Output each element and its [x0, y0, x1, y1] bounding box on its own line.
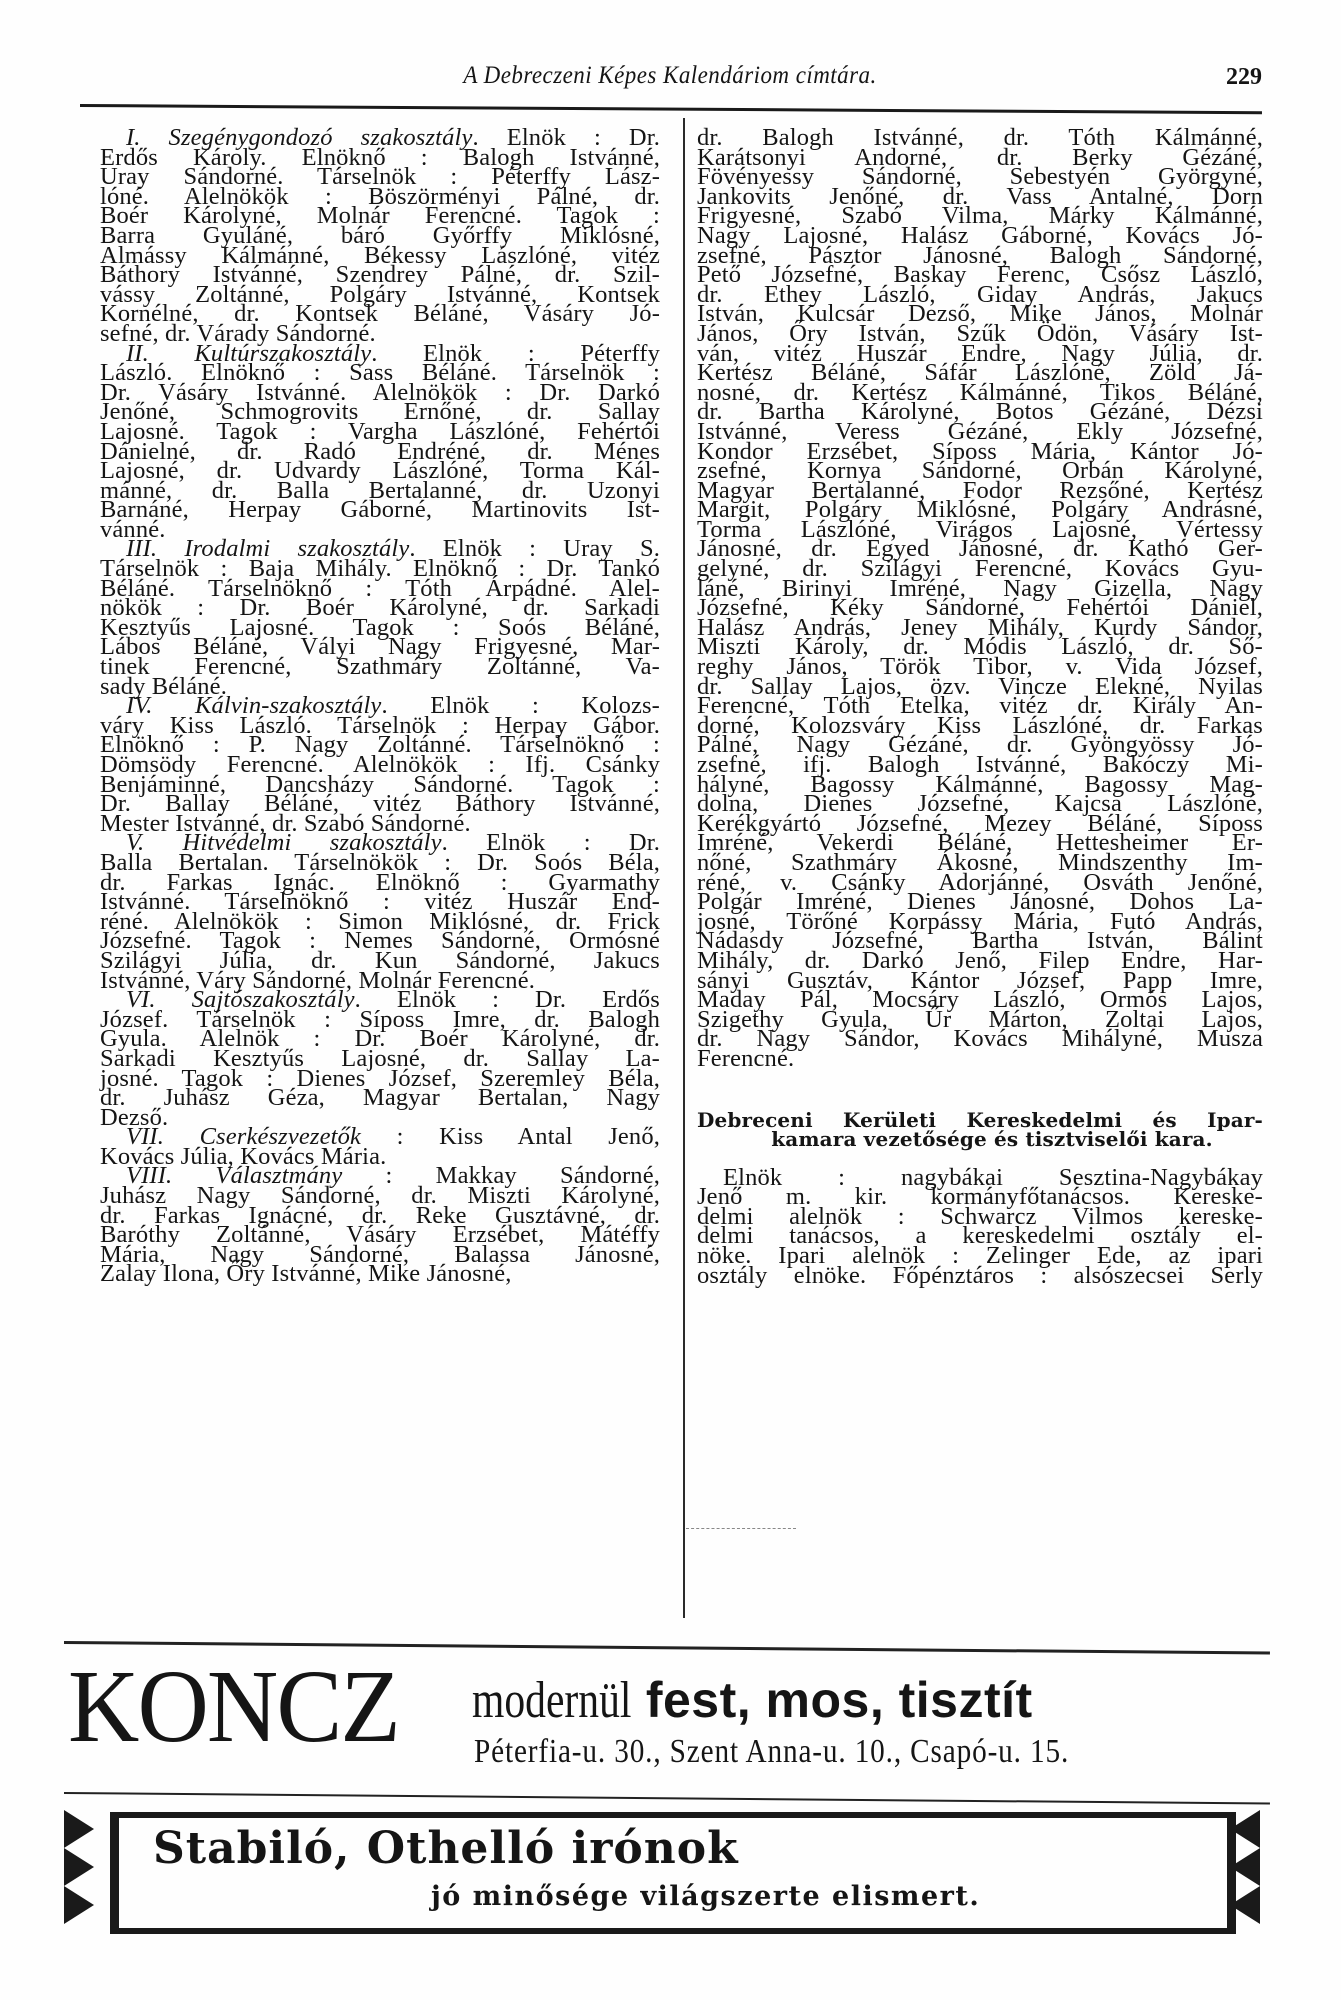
ad-stabilo	[64, 1806, 1274, 1936]
member-list-line: dr. Balogh Istvánné, dr. Tóth Kálmánné,	[697, 124, 1263, 151]
section-text-line: Mester Istvánné, dr. Szabó Sándorné.	[100, 809, 471, 837]
section-text-line: dr. Farkas Ignácné, dr. Reke Gusztávné, dr.	[100, 1201, 660, 1229]
section-text-line: Boér Károlyné, Molnár Ferencné. Tagok :	[100, 202, 660, 230]
section-text-line: Kesztyűs Lajosné. Tagok : Soós Béláné,	[100, 613, 660, 641]
member-list-line: dr. Nagy Sándor, Kovács Mihályné, Musza	[697, 1025, 1263, 1053]
section-text-line: Mária, Nagy Sándorné, Balassa Jánosné,	[100, 1240, 660, 1268]
section-text-line: Istvánné, Váry Sándorné, Molnár Ferencné.	[100, 966, 535, 994]
ad-koncz-slogan	[472, 1670, 1033, 1731]
member-list-line: Maday Pál, Mocsáry László, Ormós Lajos,	[697, 986, 1263, 1014]
member-list-line: nosné, dr. Kertész Kálmánné, Tikos Béláné,	[697, 378, 1263, 406]
member-list-line: Jankovits Jenőné, dr. Vass Antalné, Dorn	[697, 182, 1263, 210]
member-list-line: Nádasdy Józsefné, Bartha István, Bálint	[697, 927, 1263, 955]
member-list-line: Imréné, Vekerdi Béláné, Hettesheimer Er-	[697, 829, 1263, 857]
member-list-line: dolna, Dienes Józsefné, Kajcsa Lászlóné,	[697, 790, 1263, 818]
section-text-line: Kovács Júlia, Kovács Mária.	[100, 1142, 387, 1170]
chamber-text-line: Jenő m. kir. kormányfőtanácsos. Kereske-	[697, 1183, 1263, 1211]
section-text-line: Gyula. Alelnök : Dr. Boér Károlyné, dr.	[100, 1025, 660, 1053]
section-text-line: Uray Sándorné. Társelnök : Péterffy Lász-	[100, 163, 660, 191]
decorative-triangles-left-icon	[64, 1810, 98, 1926]
section-text-line: Istvánné. Társelnöknő : vitéz Huszár End-	[100, 888, 660, 916]
section-text-line: Elnöknő : P. Nagy Zoltánné. Társelnöknő :	[100, 731, 660, 759]
section-heading-rest: . Elnök : Dr.	[441, 829, 660, 857]
section-title: II. Kultúrszakosztály	[126, 339, 372, 367]
chamber-text-line: nöke. Ipari alelnök : Zelinger Ede, az ipari	[697, 1242, 1263, 1270]
section-text-line: Dánielné, dr. Radó Endréné, dr. Ménes	[100, 437, 660, 465]
section-text-line: mánné, dr. Balla Bertalanné, dr. Uzonyi	[100, 476, 660, 504]
section-title: V. Hitvédelmi szakosztály	[126, 829, 442, 857]
section-text-line: dr. Farkas Ignác. Elnöknő : Gyarmathy	[100, 868, 660, 896]
member-list-line: reghy János, Török Tibor, v. Vida József,	[697, 653, 1263, 681]
member-list-line: Kerékgyártó Józsefné, Mezey Béláné, Síposs	[697, 809, 1263, 837]
section-text-line: réné. Alelnökök : Simon Miklósné, dr. Frick	[100, 907, 660, 935]
member-list-continuation	[697, 124, 1263, 1072]
member-list-line: ván, vitéz Huszár Endre, Nagy Júlia, dr.	[697, 339, 1263, 367]
section-text-line: sady Béláné.	[100, 672, 227, 700]
decorative-triangles-right-icon	[1226, 1810, 1260, 1926]
member-list-line: Pálné, Nagy Gézáné, dr. Gyöngyössy Jó-	[697, 731, 1263, 759]
header-rule	[80, 104, 1262, 114]
section-title: VII. Cserkészvezetők	[126, 1123, 362, 1151]
section-text-line: Dezső.	[100, 1103, 169, 1131]
section-text-line: Szilágyi Júlia, dr. Kun Sándorné, Jakucs	[100, 946, 660, 974]
left-column	[100, 124, 660, 1288]
member-list-line: Istvánné, Veress Gézáné, Ekly Józsefné,	[697, 417, 1263, 445]
dashed-rule	[686, 1528, 796, 1530]
chamber-text-line: Elnök : nagybákai Sesztina-Nagybákay	[723, 1163, 1263, 1191]
section-text-line: Barnáné, Herpay Gáborné, Martinovits Ist-	[100, 496, 660, 524]
member-list-line: zsefné, Kornya Sándorné, Orbán Károlyné,	[697, 457, 1263, 485]
member-list-line: nőné, Szathmáry Ákosné, Mindszenthy Im-	[697, 848, 1263, 876]
ad-koncz-addresses: Péterfia-u. 30., Szent Anna-u. 10., Csapó-u. 15.	[474, 1733, 1070, 1770]
ad-koncz-brand: KONCZ	[68, 1649, 399, 1764]
member-list-line: Karátsonyi Andorné, dr. Berky Gézáné,	[697, 143, 1263, 171]
section-text-line: Józsefné. Tagok : Nemes Sándorné, Ormósné	[100, 927, 660, 955]
ad-koncz	[64, 1649, 1274, 1778]
ad-separator-rule	[64, 1792, 1270, 1805]
member-list-line: István, Kulcsár Dezső, Mike János, Molnár	[697, 300, 1263, 328]
member-list-line: gelyné, dr. Szilágyi Ferencné, Kovács Gyu-	[697, 555, 1263, 583]
section-text-line: Baróthy Zoltánné, Vásáry Erzsébet, Mátéffy	[100, 1221, 660, 1249]
section-text-line: Báthory Istvánné, Szendrey Pálné, dr. Szil-	[100, 261, 660, 289]
section-text-line: Lajosné, dr. Udvardy Lászlóné, Torma Kál-	[100, 457, 660, 485]
spacer	[697, 1069, 1263, 1109]
member-list-line: Frigyesné, Szabó Vilma, Márky Kálmánné,	[697, 202, 1263, 230]
ad-koncz-slogan-plain: modernül	[472, 1672, 632, 1729]
section-title: VIII. Választmány	[126, 1162, 343, 1190]
ad-stabilo-frame	[110, 1812, 1236, 1934]
section-text-line: Lajosné. Tagok : Vargha Lászlóné, Fehértói	[100, 417, 660, 445]
member-list-line: Mihály, dr. Darkó Jenő, Filep Endre, Har-	[697, 946, 1263, 974]
section-text-line: Dr. Vásáry Istvánné. Alelnökök : Dr. Darkó	[100, 378, 660, 406]
member-list-line: Kertész Béláné, Sáfár Lászlóné, Zöld Já-	[697, 359, 1263, 387]
chamber-heading-line-1: Debreceni Kerületi Kereskedelmi és Ipar-	[697, 1107, 1263, 1132]
member-list-line: zsefné, Pásztor Jánosné, Balogh Sándorné,	[697, 241, 1263, 269]
section-text-line: tinek Ferencné, Szathmáry Zoltánné, Va-	[100, 653, 660, 681]
member-list-line: János, Őry István, Szűk Ödön, Vásáry Ist-	[697, 319, 1263, 347]
section-text-line: Juhász Nagy Sándorné, dr. Miszti Károlyné,	[100, 1182, 660, 1210]
section-heading-rest: . Elnök : Dr. Erdős	[354, 986, 660, 1014]
section-text-line: Jenőné, Schmogrovits Ernőné, dr. Sallay	[100, 398, 660, 426]
member-list-line: Fövényessy Sándorné, Sebestyén Györgyné,	[697, 163, 1263, 191]
section-text-line: sefné, dr. Várady Sándorné.	[100, 319, 376, 347]
section-text-line: Dömsödy Ferencné. Alelnökök : Ifj. Csánky	[100, 751, 660, 778]
member-list-line: Ferencné, Tóth Etelka, vitéz dr. Király An-	[697, 692, 1263, 720]
member-list-line: Torma Lászlóné, Virágos Lajosné, Vértessy	[697, 515, 1263, 543]
chamber-body	[697, 1163, 1263, 1289]
member-list-line: dorné, Kolozsváry Kiss Lászlóné, dr. Farkas	[697, 711, 1263, 739]
chamber-text-line: osztály elnöke. Főpénztáros : alsószecsei Serly	[697, 1261, 1263, 1289]
section-text-line: Zalay Ilona, Őry Istvánné, Mike Jánosné,	[100, 1260, 512, 1288]
section-heading-rest: . Elnök : Péterffy	[371, 339, 660, 367]
ad-stabilo-headline: Stabiló, Othelló irónok	[153, 1823, 739, 1874]
member-list-line: Jánosné, dr. Egyed Jánosné, dr. Kathó Ger-	[697, 535, 1263, 563]
section-text-line: Erdős Károly. Elnöknő : Balogh Istvánné,	[100, 143, 660, 171]
section-text-line: dr. Juhász Géza, Magyar Bertalan, Nagy	[100, 1084, 660, 1112]
page-number: 229	[1226, 64, 1262, 90]
section-text-line: Béláné. Társelnöknő : Tóth Árpádné. Alel-	[100, 574, 660, 602]
chamber-heading	[697, 1107, 1263, 1152]
member-list-line: Pető Józsefné, Baskay Ferenc, Csősz László,	[697, 261, 1263, 289]
section-text-line: József. Társelnök : Síposs Imre, dr. Balogh	[100, 1005, 660, 1033]
section-text-line: nökök : Dr. Boér Károlyné, dr. Sarkadi	[100, 594, 660, 622]
member-list-line: Nagy Lajosné, Halász Gáborné, Kovács Jó-	[697, 221, 1263, 249]
section-title: VI. Sajtószakosztály	[126, 986, 355, 1014]
section-heading-rest: : Makkay Sándorné,	[342, 1162, 660, 1190]
member-list-line: láné, Birinyi Imréné, Nagy Gizella, Nagy	[697, 574, 1263, 602]
section-text-line: váry Kiss László. Társelnök : Herpay Gábor.	[100, 711, 660, 739]
section-heading-rest: : Kiss Antal Jenő,	[361, 1123, 660, 1151]
section-text-line: josné. Tagok : Dienes József, Szeremley Béla,	[100, 1064, 660, 1092]
section-text-line: Lábos Béláné, Vályi Nagy Frigyesné, Mar-	[100, 633, 660, 661]
member-list-line: dr. Ethey László, Giday András, Jakucs	[697, 280, 1263, 308]
section-text-line: Társelnök : Baja Mihály. Elnöknő : Dr. Tankó	[100, 555, 660, 583]
member-list-line: josné, Törőné Korpássy Mária, Futó András,	[697, 907, 1263, 935]
member-list-line: sányi Gusztáv, Kántor József, Papp Imre,	[697, 966, 1263, 994]
section-text-line: Dr. Ballay Béláné, vitéz Báthory Istvánné,	[100, 790, 660, 818]
right-column	[697, 124, 1263, 1289]
section-heading-rest: . Elnök : Dr.	[472, 124, 660, 151]
member-list-line: hályné, Bagossy Kálmánné, Bagossy Mag-	[697, 770, 1263, 798]
section-text-line: Barra Gyuláné, báró Győrffy Miklósné,	[100, 221, 660, 249]
section-title: IV. Kálvin-szakosztály	[126, 692, 382, 720]
running-header	[80, 62, 1260, 98]
member-list-line: Ferencné.	[697, 1044, 795, 1072]
member-list-line: Kondor Erzsébet, Síposs Mária, Kántor Jó-	[697, 437, 1263, 465]
member-list-line: Magyar Bertalanné, Fodor Rezsőné, Kertész	[697, 476, 1263, 504]
section-text-line: Kornélné, dr. Kontsek Béláné, Vásáry Jó-	[100, 300, 660, 328]
section-text-line: vánné.	[100, 515, 166, 543]
section-text-line: Sarkadi Kesztyűs Lajosné, dr. Sallay La-	[100, 1044, 660, 1072]
member-list-line: dr. Bartha Károlyné, Botos Gézáné, Dézsi	[697, 398, 1263, 426]
section-title: I. Szegénygondozó szakosztály	[126, 124, 473, 151]
section-heading-rest: . Elnök : Uray S.	[409, 535, 660, 563]
section-title: III. Irodalmi szakosztály	[126, 535, 410, 563]
section-text-line: Almássy Kálmánné, Békessy Lászlóné, vitéz	[100, 241, 660, 269]
ad-koncz-slogan-bold: fest, mos, tisztít	[645, 1672, 1033, 1728]
running-title: A Debreczeni Képes Kalendáriom címtára.	[463, 62, 877, 89]
member-list-line: Polgár Imréné, Dienes Jánosné, Dohos La-	[697, 888, 1263, 916]
section-text-line: László. Elnöknő : Sass Béláné. Társelnök :	[100, 359, 660, 387]
ad-stabilo-subline: jó minősége világszerte elismert.	[431, 1881, 981, 1912]
section-heading-rest: . Elnök : Kolozs-	[381, 692, 660, 720]
column-divider	[683, 118, 685, 1618]
section-text-line: lóné. Alelnökök : Böszörményi Pálné, dr.	[100, 182, 660, 210]
section-text-line: vássy Zoltánné, Polgáry Istvánné, Kontsek	[100, 280, 660, 308]
member-list-line: Szigethy Gyula, Űr Márton, Zoltai Lajos,	[697, 1005, 1263, 1033]
member-list-line: Margit, Polgáry Miklósné, Polgáry Andrásné,	[697, 496, 1263, 524]
chamber-heading-line-2: kamara vezetősége és tisztviselői kara.	[771, 1127, 1213, 1152]
member-list-line: dr. Sallay Lajos, özv. Vincze Elekné, Nyilas	[697, 672, 1263, 700]
section-text-line: Benjáminné, Dancsházy Sándorné. Tagok :	[100, 770, 660, 798]
member-list-line: Miszti Károly, dr. Módis László, dr. Ső-	[697, 633, 1263, 661]
member-list-line: Halász András, Jeney Mihály, Kurdy Sándor,	[697, 613, 1263, 641]
section-text-line: Balla Bertalan. Társelnökök : Dr. Soós Béla,	[100, 848, 660, 876]
chamber-text-line: delmi alelnök : Schwarcz Vilmos kereske-	[697, 1202, 1263, 1230]
member-list-line: zsefné, ifj. Balogh Istvánné, Bakóczy Mi-	[697, 751, 1263, 778]
member-list-line: réné, v. Csánky Adorjánné, Osváth Jenőné,	[697, 868, 1263, 896]
chamber-text-line: delmi tanácsos, a kereskedelmi osztály el-	[697, 1222, 1263, 1250]
member-list-line: Józsefné, Kéky Sándorné, Fehértói Dániel,	[697, 594, 1263, 622]
